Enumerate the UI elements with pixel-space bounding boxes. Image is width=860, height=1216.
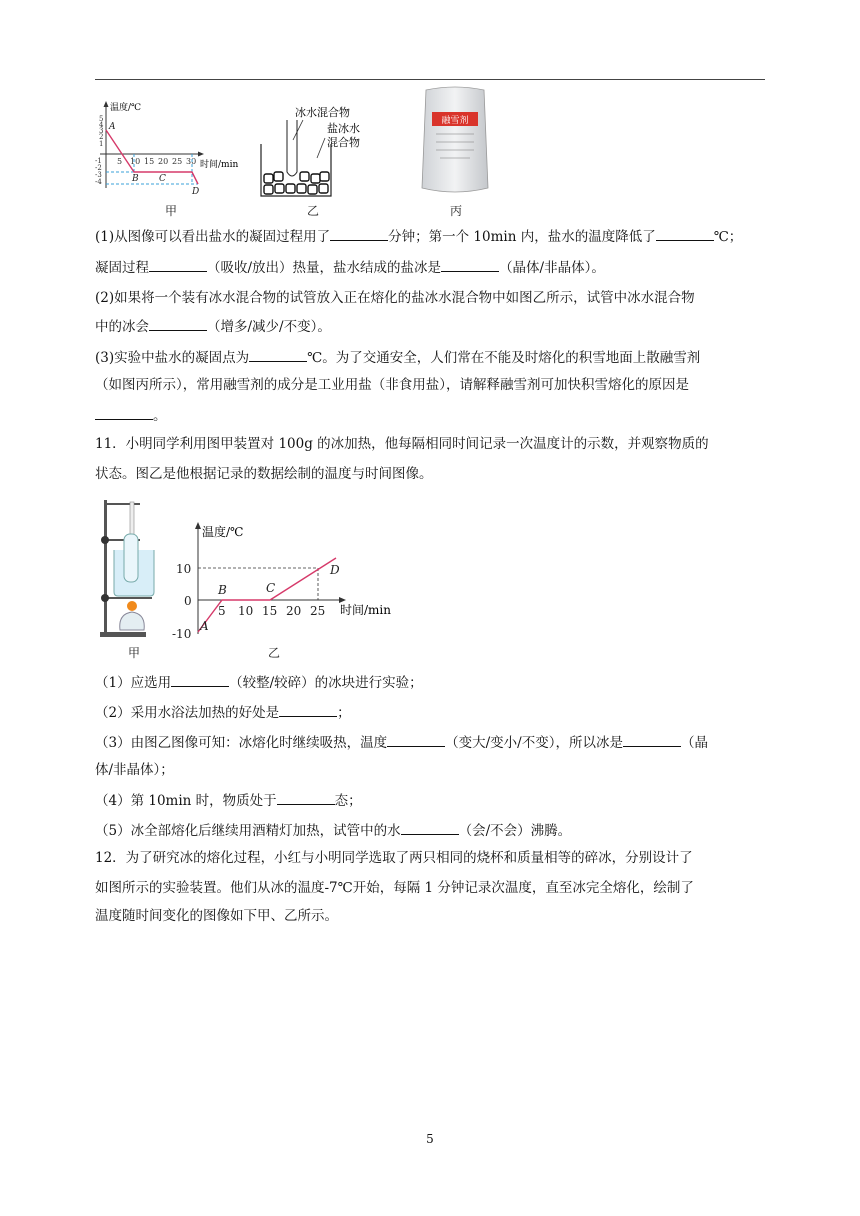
q12-line3: 温度随时间变化的图像如下甲、乙所示。: [95, 908, 338, 924]
q10-line4: 中的冰会 （增多/减少/不变）。: [95, 316, 331, 337]
page-number: 5: [426, 1132, 434, 1146]
fig-yi-caption: 乙: [307, 204, 320, 218]
q11-xtick: 10: [238, 604, 254, 618]
fig-q11-apparatus: [92, 494, 164, 640]
q10-line6: （如图丙所示），常用融雪剂的成分是工业用盐（非食用盐），请解释融雪剂可加快积雪熔化的原因是: [95, 377, 689, 393]
answer-blank[interactable]: [441, 257, 499, 272]
jia-xtick: 20: [158, 157, 169, 166]
q11-xtick: 25: [310, 604, 326, 618]
answer-blank[interactable]: [171, 672, 229, 687]
q11-sub3: （3）由图乙图像可知：冰熔化时继续吸热，温度 （变大/变小/不变），所以冰是 （晶: [95, 732, 708, 753]
q11-point-label: B: [218, 583, 227, 597]
q11-xtick: 5: [218, 604, 226, 618]
jia-ytick: 1: [99, 140, 104, 148]
header-rule: [95, 79, 765, 80]
fig-bing-bag: [418, 84, 492, 196]
q11-xlabel: 时间/min: [340, 603, 391, 617]
q11-ytick: 0: [184, 594, 192, 608]
yi-label1: 冰水混合物: [295, 106, 350, 119]
q11-point-label: C: [266, 581, 276, 595]
q11-xtick: 20: [286, 604, 302, 618]
jia-point-label: A: [109, 122, 116, 132]
flame: [127, 601, 137, 611]
jia-ytick: -4: [95, 178, 102, 186]
q11-point-label: D: [330, 563, 340, 577]
jia-ytick: 3: [99, 127, 104, 135]
q11-cap-yi: 乙: [268, 646, 281, 660]
fig-q11-graph: [170, 516, 400, 640]
alcohol-lamp: [120, 612, 145, 630]
jia-point-label: B: [132, 174, 139, 184]
q11-sub4: （4）第 10min 时，物质处于 态；: [95, 790, 362, 811]
answer-blank[interactable]: [401, 820, 459, 835]
answer-blank[interactable]: [279, 702, 337, 717]
q10-line2: 凝固过程 （吸收/放出）热量，盐水结成的盐冰是 （晶体/非晶体）。: [95, 257, 605, 278]
jia-xtick: 25: [172, 157, 183, 166]
answer-blank[interactable]: [387, 732, 445, 747]
jia-point-label: C: [159, 174, 166, 184]
q12-line1: 12．为了研究冰的熔化过程，小红与小明同学选取了两只相同的烧杯和质量相等的碎冰，分别设计了: [95, 850, 693, 866]
answer-blank[interactable]: [249, 347, 307, 362]
jia-xtick: 10: [130, 157, 141, 166]
fig-bing-caption: 丙: [450, 204, 463, 218]
jia-ytick: -3: [95, 171, 102, 179]
answer-blank[interactable]: [95, 405, 153, 420]
bag-text: 融雪剂: [441, 116, 469, 126]
answer-blank[interactable]: [149, 316, 207, 331]
jia-ytick: -1: [95, 157, 102, 165]
answer-blank[interactable]: [330, 226, 388, 241]
q11-xtick: 15: [262, 604, 278, 618]
answer-blank[interactable]: [623, 732, 681, 747]
fig-yi-beaker: [255, 100, 385, 200]
stand-rod: [104, 500, 107, 634]
ice-cubes: [264, 172, 329, 194]
jia-point-label: D: [192, 187, 200, 197]
q11-point-label: A: [200, 619, 209, 633]
fig-jia-caption: 甲: [165, 204, 178, 218]
q10-line5: (3)实验中盐水的凝固点为 ℃。为了交通安全，人们常在不能及时熔化的积雪地面上散融雪剂: [95, 347, 700, 368]
jia-xtick: 5: [117, 157, 123, 166]
q11-sub2: （2）采用水浴法加热的好处是 ；: [95, 702, 351, 723]
test-tube: [124, 534, 138, 582]
test-tube: [287, 120, 297, 176]
yi-label2b: 混合物: [327, 136, 360, 149]
q11-ytick: -10: [172, 627, 192, 640]
jia-ytick: 2: [99, 133, 104, 141]
q10-line3: (2)如果将一个装有冰水混合物的试管放入正在熔化的盐冰水混合物中如图乙所示，试管中冰水混合物: [95, 290, 695, 306]
q11-line2: 状态。图乙是他根据记录的数据绘制的温度与时间图像。: [95, 466, 433, 482]
q11-sub5: （5）冰全部熔化后继续用酒精灯加热，试管中的水 （会/不会）沸腾。: [95, 820, 571, 841]
jia-xtick: 15: [144, 157, 155, 166]
jia-xtick: 30: [186, 157, 197, 166]
q11-line1: 11．小明同学利用图甲装置对 100g 的冰加热，他每隔相同时间记录一次温度计的示数，并观察物质的: [95, 436, 709, 452]
q11-ylabel: 温度/℃: [202, 525, 244, 539]
answer-blank[interactable]: [149, 257, 207, 272]
jia-ylabel: 温度/℃: [110, 103, 142, 113]
q11-sub3-cont: 体/非晶体）；: [95, 762, 174, 778]
jia-ytick: 4: [99, 121, 104, 129]
answer-blank[interactable]: [656, 226, 714, 241]
bag-body: [422, 87, 488, 192]
q12-line2: 如图所示的实验装置。他们从冰的温度-7℃开始，每隔 1 分钟记录次温度，直至冰完全熔化，绘制了: [95, 880, 694, 896]
q10-line7: 。: [95, 405, 167, 426]
answer-blank[interactable]: [277, 790, 335, 805]
q10-line1: (1)从图像可以看出盐水的凝固过程用了 分钟；第一个 10min 内，盐水的温度降低了 ℃；: [95, 226, 742, 247]
fig-jia-graph: [92, 96, 242, 198]
jia-ytick: 5: [99, 115, 104, 123]
jia-xlabel: 时间/min: [200, 160, 239, 170]
q11-ytick: 10: [176, 562, 192, 576]
q11-cap-jia: 甲: [128, 646, 141, 660]
q11-sub1: （1）应选用 （较整/较碎）的冰块进行实验；: [95, 672, 423, 693]
yi-label2a: 盐冰水: [327, 122, 360, 135]
jia-ytick: -2: [95, 164, 102, 172]
